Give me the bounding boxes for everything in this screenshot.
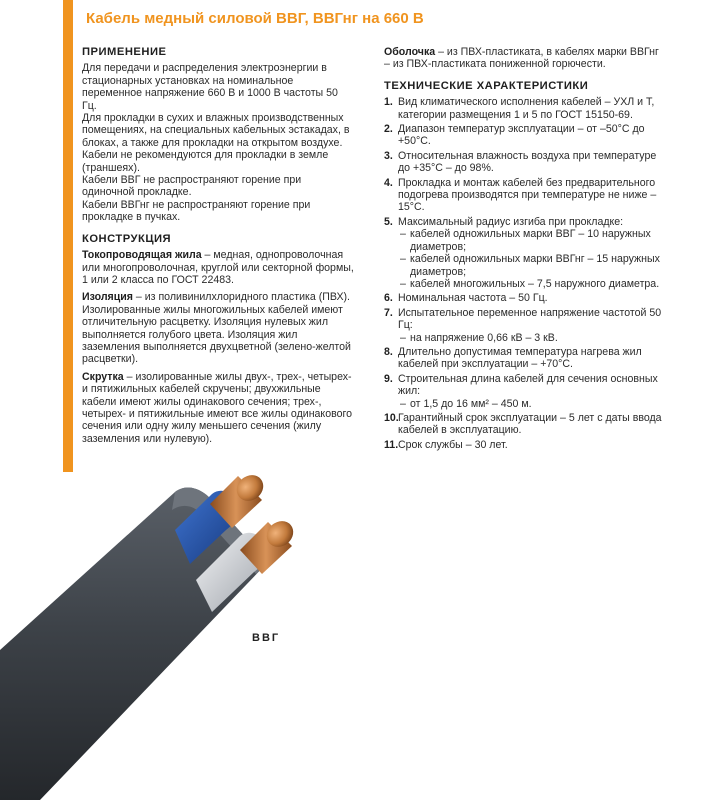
specs-heading: ТЕХНИЧЕСКИЕ ХАРАКТЕРИСТИКИ xyxy=(384,79,589,92)
spec-number: 1. xyxy=(384,96,393,109)
spec-text: Номинальная частота – 50 Гц. xyxy=(398,292,548,305)
twist-text: – изолированные жилы двух-, трех-, четырех- и пятижильных кабелей скручены; двухжильные кабели имеют жилы одинакового сечения; трех-, четырех- и пятижильные имеют все жилы одинакового сечения или одну жилу меньшего сечения (жилу заземления или нулевую). xyxy=(82,370,353,445)
twist-term: Скрутка xyxy=(82,370,124,383)
spec-subitem: – кабелей многожильных – 7,5 наружного диаметра. xyxy=(398,278,664,290)
sheath-term: Оболочка xyxy=(384,46,436,58)
spec-text: Испытательное переменное напряжение частотой 50 Гц: xyxy=(398,306,662,332)
spec-text: Относительная влажность воздуха при температуре до +35°С – до 98%. xyxy=(398,149,657,175)
spec-number: 3. xyxy=(384,149,393,162)
spec-item xyxy=(384,216,664,290)
spec-item xyxy=(384,292,664,304)
spec-item xyxy=(384,177,664,214)
spec-number: 4. xyxy=(384,176,393,189)
spec-number: 6. xyxy=(384,292,393,305)
conductor-text: – медная, однопроволочная или многопроволочная, круглой или секторной формы, 1 или 2 класса по ГОСТ 22483. xyxy=(82,249,354,286)
spec-subitem: – кабелей одножильных марки ВВГ – 10 наружных диаметров; xyxy=(398,228,664,253)
sheath-paragraph xyxy=(384,46,664,71)
cable-label: ВВГ xyxy=(252,632,281,644)
application-paragraph-1: Для передачи и распределения электроэнергии в стационарных установках на номинальное переменное напряжение 660 В и 1000 В частоты 50 Гц. xyxy=(82,62,338,112)
spec-item xyxy=(384,123,664,148)
spec-item xyxy=(384,412,664,437)
left-column xyxy=(82,46,354,445)
spec-subitem: – от 1,5 до 16 мм² – 450 м. xyxy=(398,398,664,410)
spec-text: Максимальный радиус изгиба при прокладке: xyxy=(398,215,624,228)
conductor-term: Токопроводящая жила xyxy=(82,249,202,262)
spec-number: 2. xyxy=(384,123,393,136)
insulation-term: Изоляция xyxy=(82,291,133,304)
application-heading: ПРИМЕНЕНИЕ xyxy=(82,46,167,58)
spec-item xyxy=(384,373,664,410)
insulation-paragraph xyxy=(82,291,354,365)
application-paragraph-4: Кабели ВВГнг не распространяют горение при прокладке в пучках. xyxy=(82,198,311,224)
application-paragraph-2: Для прокладки в сухих и влажных производственных помещениях, на специальных кабельных эстакадах, в блоках, а также для прокладки на открытом воздухе. Кабели не рекомендуются для прокладки в земле (траншеях). xyxy=(82,112,350,174)
spec-item xyxy=(384,307,664,344)
construction-heading: КОНСТРУКЦИЯ xyxy=(82,232,172,245)
spec-number: 11. xyxy=(384,438,399,451)
spec-text: Диапазон температур эксплуатации – от –50°С до +50°С. xyxy=(398,123,645,148)
spec-subitem: – кабелей одножильных марки ВВГнг – 15 наружных диаметров; xyxy=(398,253,664,278)
spec-item xyxy=(384,439,664,451)
spec-item xyxy=(384,150,664,175)
spec-text: Прокладка и монтаж кабелей без предварительного подогрева производятся при температуре не ниже –15°С. xyxy=(398,176,657,214)
spec-text: Вид климатического исполнения кабелей – УХЛ и Т, категории размещения 1 и 5 по ГОСТ 15150-69. xyxy=(398,96,655,121)
spec-text: Срок службы – 30 лет. xyxy=(398,438,508,451)
spec-number: 7. xyxy=(384,306,393,319)
application-paragraph-3: Кабели ВВГ не распространяют горение при одиночной прокладке. xyxy=(82,174,302,199)
spec-number: 8. xyxy=(384,345,393,358)
spec-number: 10. xyxy=(384,411,399,424)
spec-text: Строительная длина кабелей для сечения основных жил: xyxy=(398,372,658,398)
spec-subitem: – на напряжение 0,66 кВ – 3 кВ. xyxy=(398,332,664,344)
conductor-paragraph xyxy=(82,249,354,286)
spec-number: 5. xyxy=(384,215,393,228)
accent-bar xyxy=(63,0,73,472)
specs-list xyxy=(384,96,664,451)
insulation-text: – из поливинилхлоридного пластика (ПВХ). Изолированные жилы многожильных кабелей имеют отличительную расцветку. Изоляция нулевых жил выполняется голубого цвета. Изоляция жил заземления выполняется двухцветной (зелено-желтой расцветки). xyxy=(82,291,351,366)
spec-item xyxy=(384,96,664,121)
cable-illustration xyxy=(0,470,360,800)
spec-text: Гарантийный срок эксплуатации – 5 лет с даты ввода кабелей в эксплуатацию. xyxy=(398,411,662,437)
spec-item xyxy=(384,346,664,371)
spec-text: Длительно допустимая температура нагрева жил кабелей при эксплуатации – +70°С. xyxy=(398,345,642,371)
spec-number: 9. xyxy=(384,372,393,385)
page-title: Кабель медный силовой ВВГ, ВВГнг на 660 В xyxy=(86,10,424,27)
right-column xyxy=(384,46,664,453)
sheath-text: – из ПВХ-пластиката, в кабелях марки ВВГнг – из ПВХ-пластиката пониженной горючести. xyxy=(384,46,659,71)
twist-paragraph xyxy=(82,371,354,445)
